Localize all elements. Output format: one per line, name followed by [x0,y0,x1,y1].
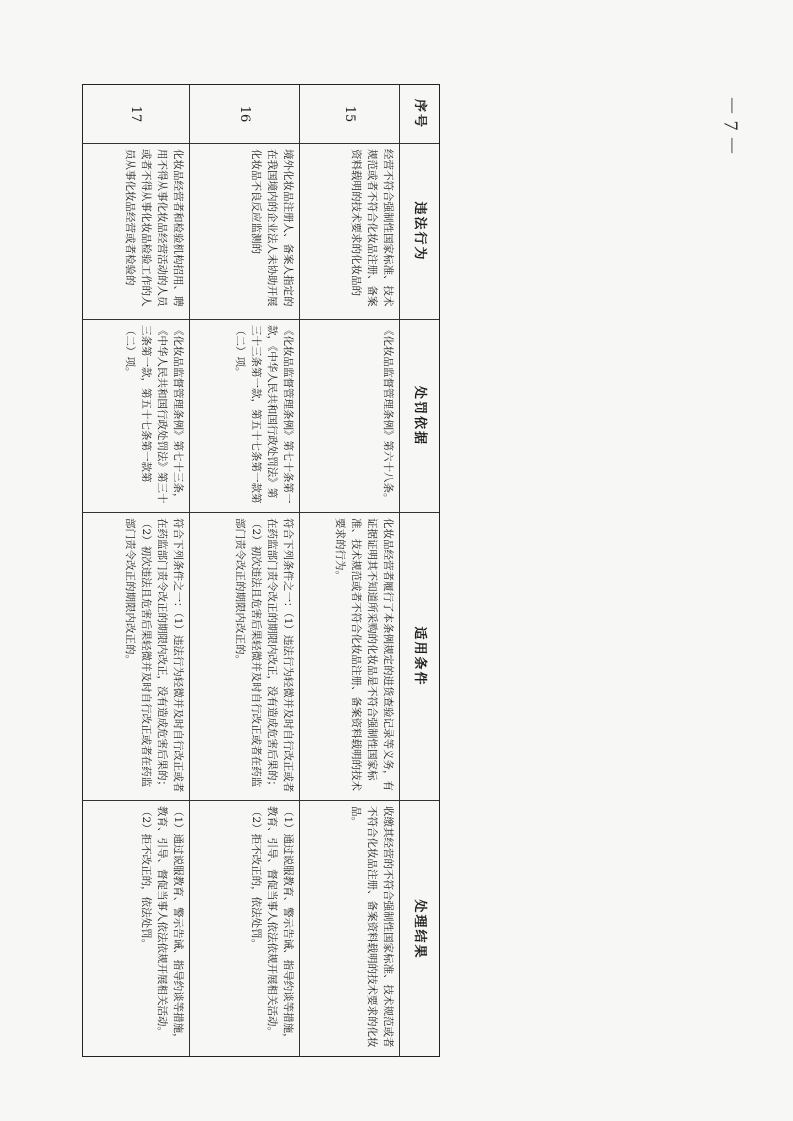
table-row-seq: 17 [82,85,189,144]
header-violation: 违法行为 [399,144,439,320]
table-row-result: 收缴其经营的不符合强制性国家标准、技术规范或者不符合化妆品注册、备案资料载明的技术要求的化妆品。 [299,801,399,1057]
header-result: 处理结果 [399,801,439,1057]
header-seq: 序号 [399,85,439,144]
table-row-seq: 16 [189,85,299,144]
table-row-condition: 符合下列条件之一：（1）违法行为轻微并及时自行改正或者在药监部门责令改正的期限内改正，没有造成危害后果的；（2）初次违法且危害后果轻微并及时自行改正或者在药监部门责令改正的期限内改正的。 [82,513,189,801]
table-row-violation: 经营不符合强制性国家标准、技术规范或者不符合化妆品注册、备案资料载明的技术要求的化妆品的 [299,144,399,320]
table-row-violation: 化妆品经营者和检验机构招用、聘用不得从事化妆品经营活动的人员或者不得从事化妆品检验工作的人员从事化妆品经营或者检验的 [82,144,189,320]
table-row-condition: 化妆品经营者履行了本条例规定的进货查验记录等义务，有证据证明其不知道所采购的化妆品是不符合强制性国家标准、技术规范或者不符合化妆品注册、备案资料载明的技术要求的行为。 [299,513,399,801]
table-row-condition: 符合下列条件之一：（1）违法行为轻微并及时自行改正或者在药监部门责令改正的期限内改正，没有造成危害后果的；（2）初次违法且危害后果轻微并及时自行改正或者在药监部门责令改正的期限内改正的。 [189,513,299,801]
penalty-table [82,84,440,1057]
table-row-result: （1）通过说服教育、警示告诫、指导约谈等措施，教育、引导、督促当事人依法依规开展相关活动。 （2）拒不改正的，依法处罚。 [189,801,299,1057]
table-row-result: （1）通过说服教育、警示告诫、指导约谈等措施，教育、引导、督促当事人依法依规开展相关活动。 （2）拒不改正的，依法处罚。 [140,806,184,1044]
table-row-seq: 15 [299,85,399,144]
page-number: － 7 － [719,95,742,155]
table-row-basis: 《化妆品监督管理条例》第七十条第一款，《中华人民共和国行政处罚法》第三十三条第一款，第五十七条第一款第（二）项。 [189,320,299,513]
table-row-basis: 《化妆品监督管理条例》第六十八条。 [299,320,399,513]
table-row-violation: 境外化妆品注册人、备案人指定的在我国境内的企业法人未协助开展化妆品不良反应监测的 [189,144,299,320]
header-condition: 适用条件 [399,513,439,801]
header-basis: 处罚依据 [399,320,439,513]
rotated-table-container [82,84,440,1057]
table-row-basis: 《化妆品监督管理条例》第七十三条，《中华人民共和国行政处罚法》第三十三条第一款，第五十七条第一款第（二）项。 [82,320,189,513]
